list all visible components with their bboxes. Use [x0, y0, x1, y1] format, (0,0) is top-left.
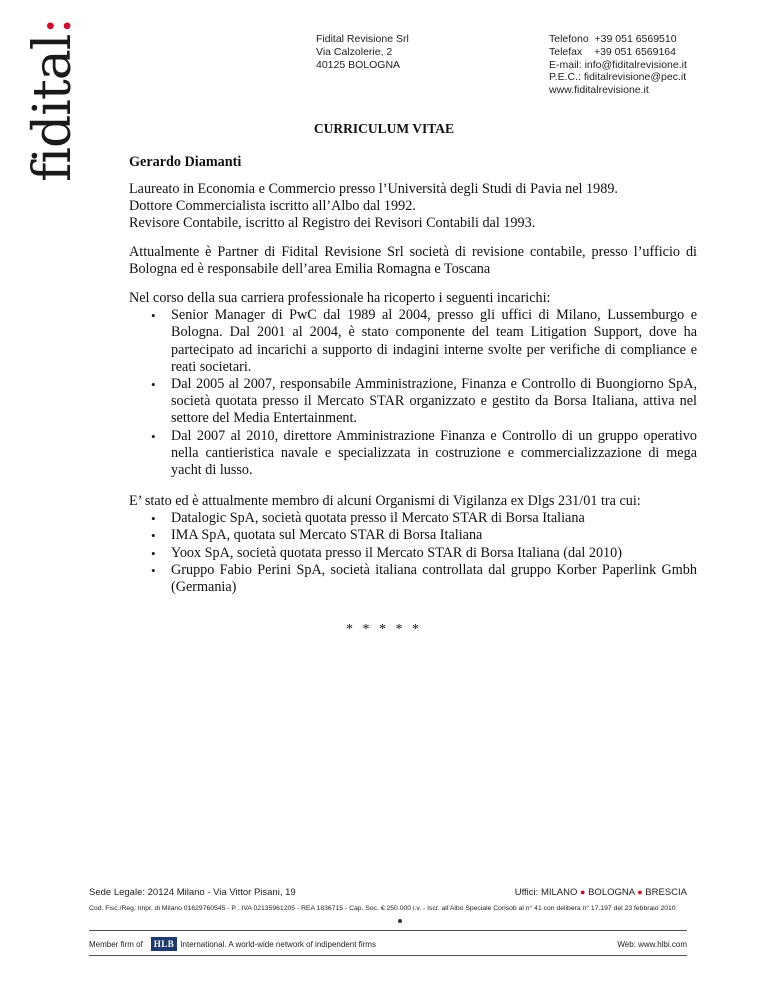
bullet-icon: •	[151, 511, 156, 527]
degree-line: Dottore Commercialista iscritto all’Albo dal 1992.	[129, 198, 416, 215]
list-item	[129, 545, 697, 562]
bullet-icon: •	[151, 528, 156, 544]
bullet-icon: •	[151, 377, 156, 393]
list-item	[129, 428, 697, 480]
bullet-icon: •	[151, 562, 156, 578]
office-city: MILANO	[540, 887, 578, 898]
logo-colon: :	[23, 18, 83, 35]
dot-icon: ●	[637, 887, 643, 897]
member-prefix: Member firm of	[89, 939, 143, 949]
separator-dot-icon	[398, 919, 402, 923]
contact-fax: Telefax +39 051 6569164	[549, 45, 676, 58]
hlb-logo: HLB	[151, 937, 178, 951]
member-suffix: International. A world-wide network of indipendent firms	[180, 939, 376, 949]
odv-item-text: IMA SpA, quotata sul Mercato STAR di Borsa Italiana	[171, 527, 483, 544]
offices-label: Uffici:	[514, 887, 539, 898]
bullet-icon: •	[151, 545, 156, 561]
office-city: BOLOGNA	[588, 887, 635, 898]
contact-pec: P.E.C.: fiditalrevisione@pec.it	[549, 71, 687, 84]
company-city: 40125 BOLOGNA	[316, 58, 401, 71]
company-street: Via Calzolerie, 2	[316, 45, 393, 58]
bullet-icon: •	[151, 308, 156, 324]
odv-list	[129, 510, 697, 596]
career-item-text: Dal 2005 al 2007, responsabile Amministrazione, Finanza e Controllo di Buongiorno SpA, società quotata presso il Mercato STAR organizzato e gestito da Borsa Italiana, attiva nel settore del Media Entertainment.	[171, 376, 697, 427]
hlb-website: Web: www.hlbi.com	[617, 940, 687, 949]
career-item-text: Senior Manager di PwC dal 1989 al 2004, presso gli uffici di Milano, Lussemburgo e Bologna. Dal 2001 al 2004, è stato componente del team Litigation Support, dove ha partecipato ad incarichi a supporto di indagini interne svolte per verifiche di compliance e reati societari.	[171, 307, 697, 375]
odv-section	[129, 493, 697, 596]
company-contacts	[549, 33, 687, 97]
education-section	[129, 181, 697, 233]
person-name: Gerardo Diamanti	[129, 154, 242, 170]
registered-office: Sede Legale: 20124 Milano - Via Vittor Pisani, 19	[89, 887, 296, 898]
footer-divider	[89, 955, 687, 956]
odv-item-text: Yoox SpA, società quotata presso il Mercato STAR di Borsa Italiana (dal 2010)	[171, 544, 622, 561]
footer-divider	[89, 930, 687, 931]
company-address	[316, 33, 409, 71]
career-item-text: Dal 2007 al 2010, direttore Amministrazione Finanza e Controllo di un gruppo operativo nella cantieristica navale e specializzata in costruzione e commercializzazione di mega yacht di lusso.	[171, 427, 697, 479]
degree-line: Laureato in Economia e Commercio presso l’Università degli Studi di Pavia nel 1989.	[129, 181, 618, 197]
list-item	[129, 527, 697, 544]
contact-email: E-mail: info@fiditalrevisione.it	[549, 58, 687, 71]
company-name: Fidital Revisione Srl	[316, 33, 409, 45]
dot-icon: ●	[580, 887, 586, 897]
document-title: CURRICULUM VITAE	[313, 121, 455, 136]
logo-word: fidital	[23, 34, 83, 182]
list-item	[129, 376, 697, 428]
current-position: Attualmente è Partner di Fidital Revisione Srl società di revisione contabile, presso l’ufficio di Bologna ed è responsabile dell’area Emilia Romagna e Toscana	[129, 244, 697, 278]
offices	[515, 887, 687, 898]
career-list	[129, 307, 697, 479]
odv-item-text: Gruppo Fabio Perini SpA, società italiana controllata dal gruppo Korber Paperlink Gmbh (Germania)	[171, 561, 697, 596]
contact-website: www.fiditalrevisione.it	[549, 84, 649, 97]
closing-stars: * * * * *	[346, 622, 422, 637]
career-section	[129, 290, 697, 479]
list-item	[129, 510, 697, 527]
career-intro: Nel corso della sua carriera professionale ha ricoperto i seguenti incarichi:	[129, 290, 551, 306]
bullet-icon: •	[151, 428, 156, 444]
office-city: BRESCIA	[645, 887, 687, 898]
odv-intro: E’ stato ed è attualmente membro di alcuni Organismi di Vigilanza ex Dlgs 231/01 tra cui:	[129, 493, 641, 509]
list-item	[129, 307, 697, 376]
degree-line: Revisore Contabile, iscritto al Registro dei Revisori Contabili dal 1993.	[129, 215, 536, 232]
list-item	[129, 562, 697, 596]
member-firm	[89, 937, 376, 951]
odv-item-text: Datalogic SpA, società quotata presso il Mercato STAR di Borsa Italiana	[171, 510, 585, 527]
legal-registration: Cod. Fisc./Reg. Impr. di Milano 01629760545 - P . IVA 02135961205 - REA 1836715 - Cap. Soc. € 250.000 i.v. - Iscr. all’Albo Speciale Consob al n° 41 con delibera n° 17.197 del 23 febbraio 2010	[89, 905, 676, 912]
fidital-logo	[23, 18, 83, 182]
contact-phone: Telefono +39 051 6569510	[549, 33, 677, 45]
